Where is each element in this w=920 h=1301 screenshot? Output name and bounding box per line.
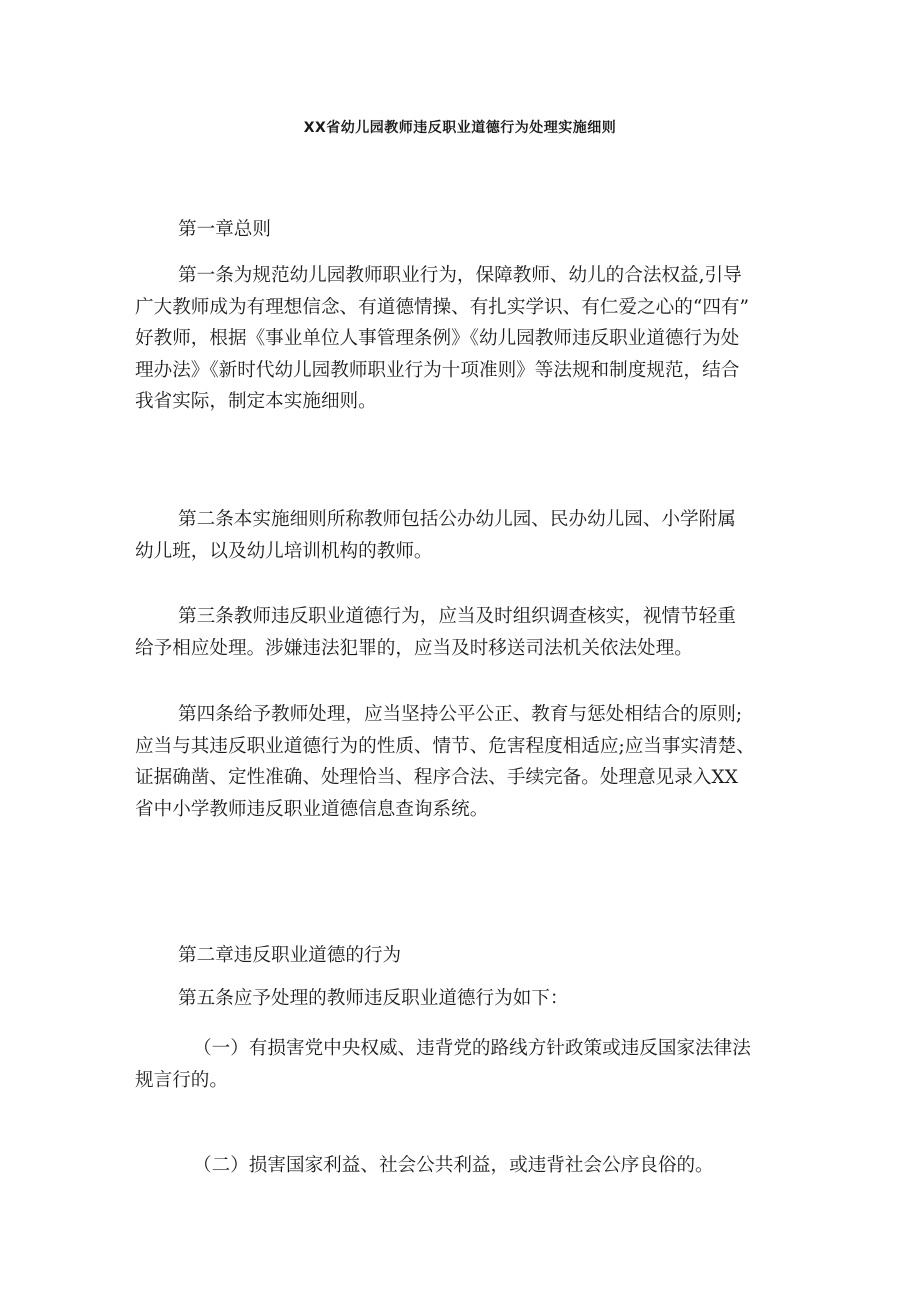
paragraph-line: 证据确凿、定性准确、处理恰当、程序合法、手续完备。处理意见录入XX [135,767,738,788]
chapter-1-heading: 第一章总则 [178,219,271,240]
article-5-paragraph [135,983,795,1015]
paragraph-line: （二）损害国家利益、社会公共利益，或违背社会公序良俗的。 [193,1155,714,1176]
article-4-paragraph [135,699,795,825]
paragraph-line: 广大教师成为有理想信念、有道德情操、有扎实学识、有仁爱之心的“四有” [135,296,750,318]
paragraph-line: 应当与其违反职业道德行为的性质、情节、危害程度相适应;应当事实清楚、 [135,735,755,757]
paragraph-line: （一）有损害党中央权威、违背党的路线方针政策或违反国家法律法 [193,1038,751,1059]
paragraph-line: 规言行的。 [135,1069,228,1091]
paragraph-line: 第二条本实施细则所称教师包括公办幼儿园、民办幼儿园、小学附属 [178,509,736,530]
paragraph-line: 给予相应处理。涉嫌违法犯罪的，应当及时移送司法机关依法处理。 [135,637,693,659]
paragraph-line: 省中小学教师违反职业道德信息查询系统。 [135,798,489,820]
item-2-paragraph [135,1150,795,1182]
paragraph-line: 好教师，根据《事业单位人事管理条例》《幼儿园教师违反职业道德行为处 [135,328,740,349]
chapter-2-heading: 第二章违反职业道德的行为 [178,945,402,966]
paragraph-line: 理办法》《新时代幼儿园教师职业行为十项准则》等法规和制度规范，结合 [135,359,740,381]
paragraph-line: 第五条应予处理的教师违反职业道德行为如下： [178,988,569,1009]
paragraph-line: 幼儿班，以及幼儿培训机构的教师。 [135,540,433,562]
paragraph-line: 第三条教师违反职业道德行为，应当及时组织调查核实，视情节轻重 [178,606,736,627]
article-2-paragraph [135,504,795,567]
paragraph-line: 第一条为规范幼儿园教师职业行为，保障教师、幼儿的合法权益,引导 [178,265,742,286]
article-1-paragraph [135,260,795,418]
paragraph-line: 我省实际，制定本实施细则。 [135,391,377,412]
paragraph-line: 第四条给予教师处理，应当坚持公平公正、教育与惩处相结合的原则; [178,704,743,725]
item-1-paragraph [135,1033,795,1096]
article-3-paragraph [135,601,795,664]
document-title: XX省幼儿园教师违反职业道德行为处理实施细则 [303,120,617,136]
